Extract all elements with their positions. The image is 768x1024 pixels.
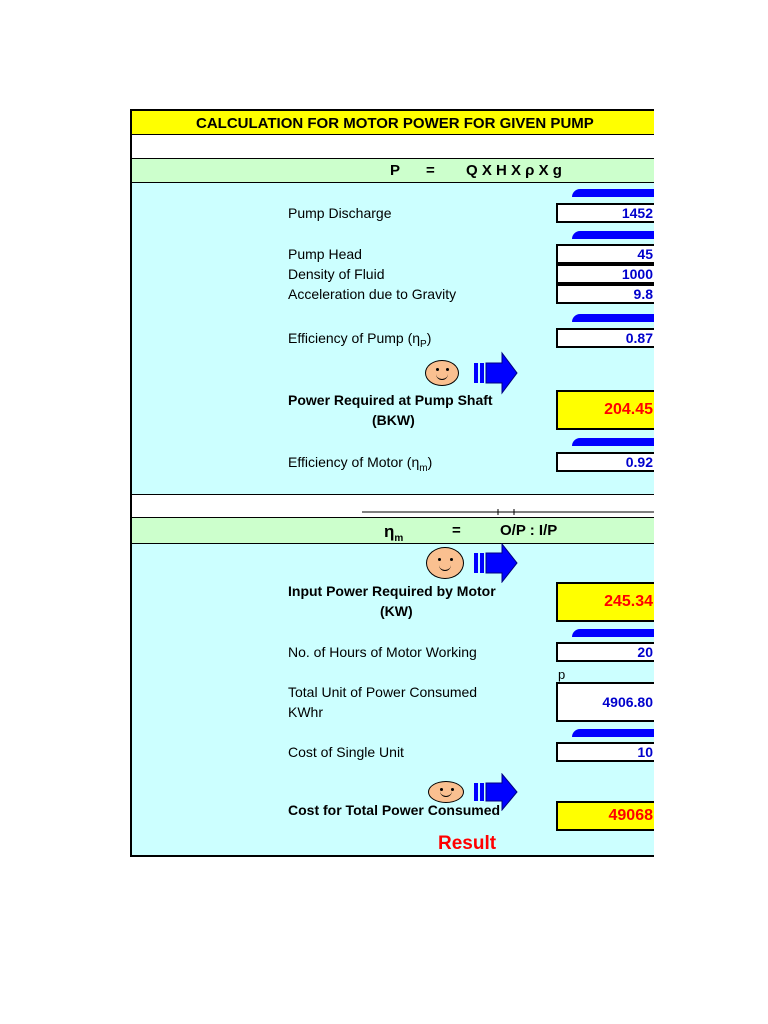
- formula2-rhs: O/P : I/P: [500, 522, 558, 539]
- arrow-right-icon: [472, 351, 518, 395]
- result-label: Result: [438, 833, 497, 854]
- eff-pump-label: Efficiency of Pump $(\eta_P)$: [288, 330, 432, 350]
- unit-cost-input[interactable]: 10: [556, 742, 654, 762]
- connector-line: [362, 509, 654, 517]
- eff-pump-input[interactable]: 0.87: [556, 328, 654, 348]
- pump-discharge-input[interactable]: 1452: [556, 203, 654, 223]
- input-power-result: 245.34: [556, 582, 654, 622]
- power-shaft-label-1: Power Required at Pump Shaft: [288, 392, 493, 408]
- density-input[interactable]: 1000: [556, 264, 654, 284]
- total-units-value: 4906.80: [556, 682, 654, 722]
- spacer-row: [132, 135, 654, 159]
- input-tab-icon: [572, 231, 654, 239]
- total-cost-result: 49068: [556, 801, 654, 831]
- input-power-label-1: Input Power Required by Motor: [288, 583, 496, 599]
- input-tab-icon: [572, 189, 654, 197]
- formula1-rhs: Q X H X ρ X g: [466, 162, 562, 179]
- formula-band-1: [132, 159, 654, 183]
- stray-label: p: [558, 667, 566, 682]
- pump-discharge-label: Pump Discharge: [288, 205, 392, 221]
- density-label: Density of Fluid: [288, 266, 385, 282]
- input-power-label-2: (KW): [380, 603, 413, 619]
- gravity-label: Acceleration due to Gravity: [288, 286, 457, 302]
- input-tab-icon: [572, 629, 654, 637]
- formula-band-2: [132, 518, 654, 544]
- title-band: [132, 111, 654, 135]
- hours-input[interactable]: 20: [556, 642, 654, 662]
- input-tab-icon: [572, 438, 654, 446]
- input-tab-icon: [572, 314, 654, 322]
- arrow-right-icon: [472, 543, 518, 583]
- hours-label: No. of Hours of Motor Working: [288, 644, 477, 660]
- gravity-input[interactable]: 9.8: [556, 284, 654, 304]
- pump-head-input[interactable]: 45: [556, 244, 654, 264]
- unit-cost-label: Cost of Single Unit: [288, 744, 404, 760]
- smiley-face-icon: [426, 547, 464, 579]
- sheet-title: CALCULATION FOR MOTOR POWER FOR GIVEN PUMP: [196, 115, 594, 132]
- power-shaft-result: 204.45: [556, 390, 654, 430]
- total-cost-label: Cost for Total Power Consumed: [288, 802, 501, 818]
- total-units-label-1: Total Unit of Power Consumed: [288, 684, 478, 700]
- eff-motor-label: Efficiency of Motor $(\eta_m)$: [288, 454, 433, 474]
- formula2-eq: =: [452, 522, 461, 539]
- calculation-sheet: [130, 109, 654, 857]
- input-tab-icon: [572, 729, 654, 737]
- separator-row: [132, 494, 654, 518]
- power-shaft-label-2: (BKW): [372, 412, 415, 428]
- smiley-face-icon: [425, 360, 459, 386]
- eff-motor-input[interactable]: 0.92: [556, 452, 654, 472]
- pump-head-label: Pump Head: [288, 246, 362, 262]
- formula1-eq: =: [426, 162, 435, 179]
- formula2-lhs: $\eta_m$: [384, 522, 404, 544]
- formula1-lhs: P: [390, 162, 401, 179]
- total-units-label-2: KWhr: [288, 704, 323, 720]
